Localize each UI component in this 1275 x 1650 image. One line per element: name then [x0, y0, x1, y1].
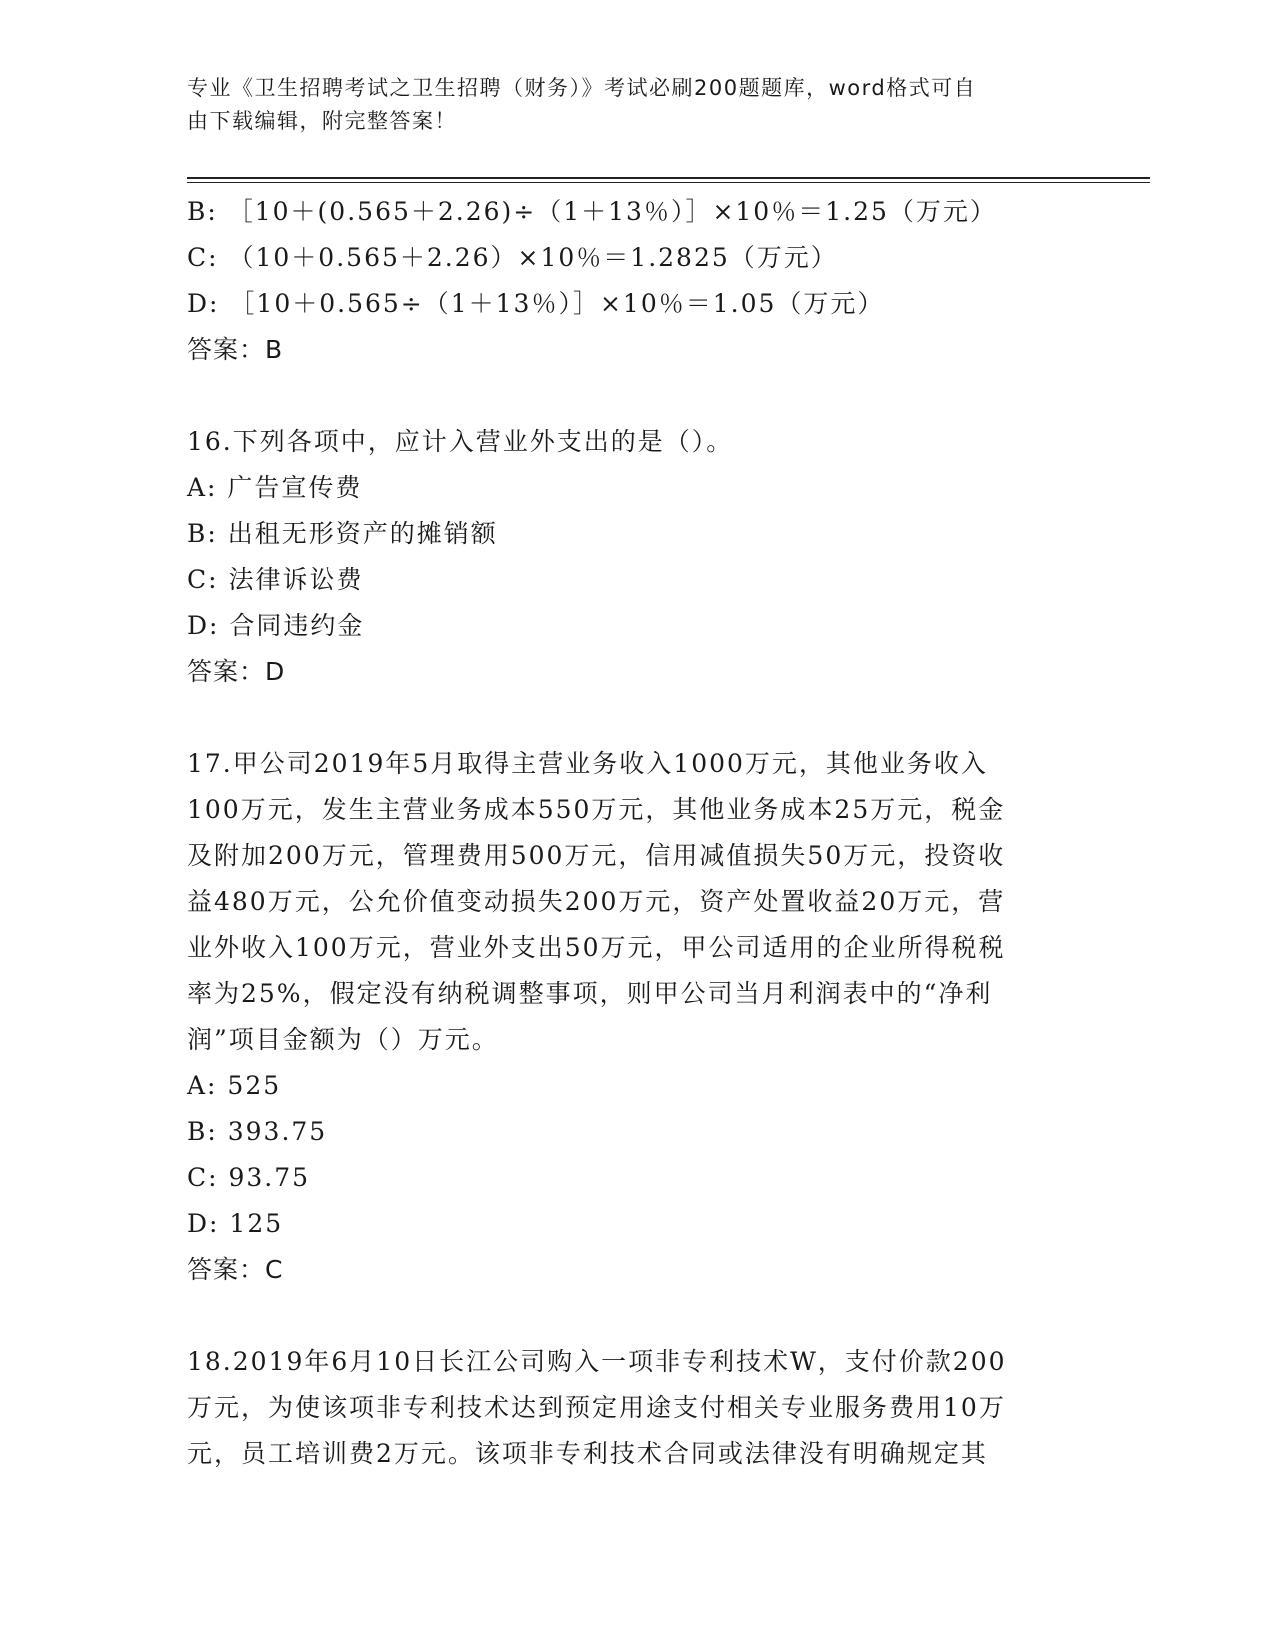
q17-stem-line: 100万元，发生主营业务成本550万元，其他业务成本25万元，税金 [187, 795, 1006, 824]
q17-option-a: A: 525 [187, 1071, 282, 1100]
q17-option-d: D: 125 [187, 1209, 284, 1238]
q15-option-d: D: ［10＋0.565÷（1＋13％）］×10％＝1.05（万元） [187, 289, 885, 318]
spacer [187, 1293, 1067, 1339]
q17-stem-line: 率为25%，假定没有纳税调整事项，则甲公司当月利润表中的“净利 [187, 979, 993, 1008]
q18-stem-line: 元，员工培训费2万元。该项非专利技术合同或法律没有明确规定其 [187, 1439, 988, 1468]
q18-stem-line: 18.2019年6月10日长江公司购入一项非专利技术W，支付价款200 [187, 1347, 1007, 1376]
q16-option-a: A: 广告宣传费 [187, 473, 363, 502]
q17-stem-line: 润”项目金额为（）万元。 [187, 1025, 499, 1054]
q16-option-b: B: 出租无形资产的摊销额 [187, 519, 498, 548]
q16-option-c: C: 法律诉讼费 [187, 565, 364, 594]
q15-option-c: C: （10＋0.565＋2.26）×10％＝1.2825（万元） [187, 243, 838, 272]
header-rule-thin [187, 182, 1150, 183]
q15-answer: 答案：B [187, 335, 284, 364]
q17-stem-line: 益480万元，公允价值变动损失200万元，资产处置收益20万元，营 [187, 887, 1006, 916]
q17-stem-line: 业外收入100万元，营业外支出50万元，甲公司适用的企业所得税税 [187, 933, 1006, 962]
q16-option-d: D: 合同违约金 [187, 611, 365, 640]
q17-option-c: C: 93.75 [187, 1163, 311, 1192]
q17-answer: 答案：C [187, 1255, 284, 1284]
header-rule-thick [187, 177, 1150, 179]
q18-stem-line: 万元，为使该项非专利技术达到预定用途支付相关专业服务费用10万 [187, 1393, 1006, 1422]
spacer [187, 373, 1067, 419]
q16-answer: 答案：D [187, 657, 286, 686]
q17-stem-line: 及附加200万元，管理费用500万元，信用减值损失50万元，投资收 [187, 841, 1006, 870]
header-line-2: 由下载编辑，附完整答案！ [187, 109, 457, 133]
q15-option-b: B: ［10＋(0.565＋2.26)÷（1＋13％）］×10％＝1.25（万元） [187, 197, 997, 226]
question-content [187, 189, 1067, 1477]
q16-stem: 16.下列各项中，应计入营业外支出的是（）。 [187, 427, 734, 456]
q17-option-b: B: 393.75 [187, 1117, 328, 1146]
q17-stem-line: 17.甲公司2019年5月取得主营业务收入1000万元，其他业务收入 [187, 749, 988, 778]
spacer [187, 695, 1067, 741]
page-header [187, 72, 1067, 138]
header-line-1: 专业《卫生招聘考试之卫生招聘（财务）》考试必刷200题题库，word格式可自 [187, 76, 977, 100]
